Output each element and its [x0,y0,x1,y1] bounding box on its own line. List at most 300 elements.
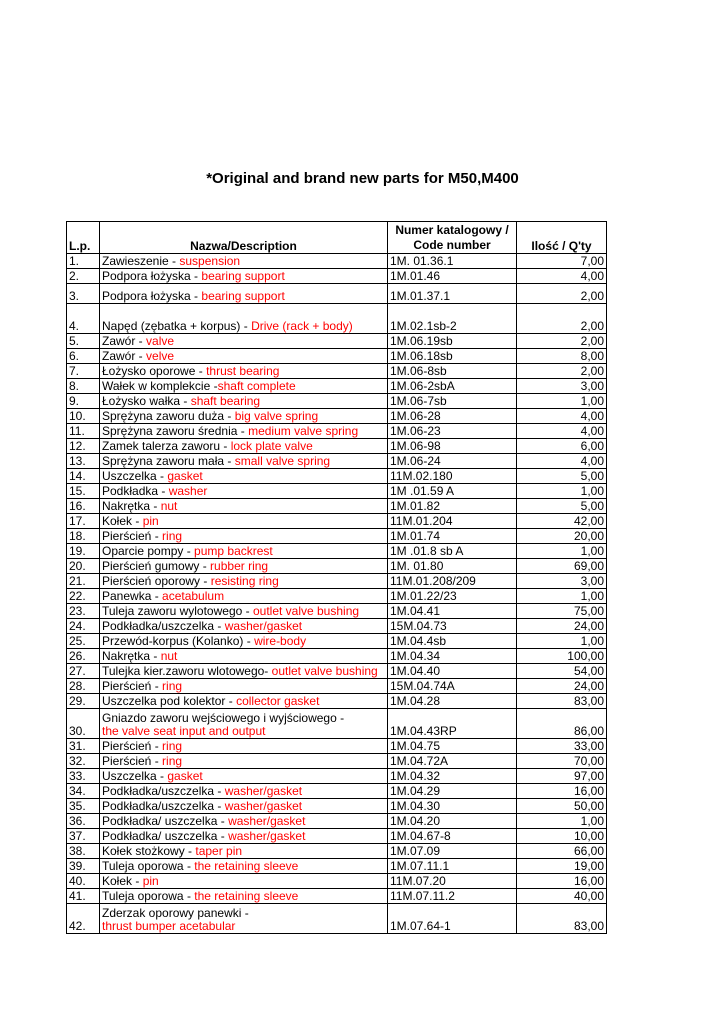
cell-description [100,814,388,829]
cell-lp: 29. [67,694,100,709]
description-english: nut [160,649,178,663]
description-polish: Uszczelka - [102,769,168,783]
description-english: shaft complete [217,379,296,393]
table-row [67,829,607,844]
description-polish: Pierścień - [102,529,163,543]
description-english: lock plate valve [230,439,313,453]
cell-quantity: 75,00 [517,604,607,619]
description-polish: Podkładka - [102,484,169,498]
description-english: the valve seat input and output [102,724,266,738]
description-polish: Napęd (zębatka + korpus) - [102,319,252,333]
description-polish: Podpora łożyska - [102,289,202,303]
description-polish: Tulejka kier.zaworu wlotowego- [102,664,272,678]
cell-description [100,769,388,784]
cell-description [100,469,388,484]
cell-code-number: 1M.04.67-8 [388,829,517,844]
table-row [67,544,607,559]
cell-code-number: 1M.02.1sb-2 [388,304,517,334]
description-polish: Podkładka/ uszczelka - [102,829,229,843]
description-english: shaft bearing [190,394,261,408]
cell-quantity: 1,00 [517,544,607,559]
table-row [67,799,607,814]
cell-lp: 42. [67,904,100,934]
cell-lp: 37. [67,829,100,844]
description-polish: Zawieszenie - [102,254,180,268]
header-description: Nazwa/Description [100,222,388,254]
description-english: acetabulum [162,589,225,603]
cell-lp: 5. [67,334,100,349]
cell-code-number: 1M.04.4sb [388,634,517,649]
description-english: Drive (rack + body) [251,319,353,333]
cell-lp: 16. [67,499,100,514]
table-body [67,254,607,934]
description-polish: Zderzak oporowy panewki - [102,906,249,920]
cell-code-number: 1M. 01.80 [388,559,517,574]
cell-description [100,269,388,284]
cell-code-number: 1M.01.46 [388,269,517,284]
cell-lp: 13. [67,454,100,469]
description-english: washer/gasket [228,829,306,843]
table-row [67,784,607,799]
cell-quantity: 5,00 [517,469,607,484]
cell-quantity: 100,00 [517,649,607,664]
description-english: ring [162,679,183,693]
cell-description [100,829,388,844]
cell-code-number: 1M.06-98 [388,439,517,454]
table-row [67,349,607,364]
cell-code-number: 1M.04.32 [388,769,517,784]
description-polish: Uszczelka pod kolektor - [102,694,237,708]
table-row [67,409,607,424]
cell-lp: 34. [67,784,100,799]
cell-description [100,589,388,604]
cell-code-number: 1M.04.20 [388,814,517,829]
cell-description [100,544,388,559]
cell-description [100,859,388,874]
cell-lp: 35. [67,799,100,814]
description-polish: Panewka - [102,589,163,603]
cell-description [100,799,388,814]
cell-code-number: 1M.07.64-1 [388,904,517,934]
cell-description [100,679,388,694]
cell-lp: 3. [67,284,100,304]
table-row [67,694,607,709]
table-row [67,844,607,859]
cell-code-number: 1M.07.09 [388,844,517,859]
table-row [67,424,607,439]
cell-lp: 7. [67,364,100,379]
cell-quantity: 42,00 [517,514,607,529]
parts-table [66,221,607,934]
cell-lp: 12. [67,439,100,454]
description-polish: Zawór - [102,334,147,348]
cell-quantity: 4,00 [517,269,607,284]
cell-lp: 33. [67,769,100,784]
cell-description [100,634,388,649]
table-row [67,559,607,574]
cell-quantity: 2,00 [517,284,607,304]
description-english: taper pin [195,844,243,858]
table-row [67,514,607,529]
cell-description [100,364,388,379]
description-english: outlet valve bushing [252,604,360,618]
cell-code-number: 15M.04.74A [388,679,517,694]
description-polish: Nakrętka - [102,649,161,663]
description-polish: Zamek talerza zaworu - [102,439,231,453]
description-english: valve [146,334,175,348]
cell-quantity: 1,00 [517,589,607,604]
cell-description [100,254,388,269]
description-english: collector gasket [236,694,320,708]
description-polish: Tuleja zaworu wylotowego - [102,604,253,618]
cell-code-number: 1M.04.34 [388,649,517,664]
table-row [67,269,607,284]
cell-description [100,484,388,499]
cell-quantity: 1,00 [517,634,607,649]
description-polish: Gniazdo zaworu wejściowego i wyjściowego - [102,711,345,725]
cell-quantity: 2,00 [517,334,607,349]
cell-code-number: 11M.07.20 [388,874,517,889]
table-header-row [67,222,607,254]
description-english: medium valve spring [248,424,359,438]
cell-lp: 23. [67,604,100,619]
cell-lp: 26. [67,649,100,664]
cell-lp: 39. [67,859,100,874]
cell-code-number: 1M.07.11.1 [388,859,517,874]
header-quantity: Ilość / Q'ty [517,222,607,254]
cell-code-number: 1M.06.19sb [388,334,517,349]
table-row [67,394,607,409]
cell-quantity: 50,00 [517,799,607,814]
cell-quantity: 66,00 [517,844,607,859]
description-polish: Podkładka/uszczelka - [102,799,225,813]
cell-lp: 36. [67,814,100,829]
cell-lp: 14. [67,469,100,484]
cell-lp: 40. [67,874,100,889]
cell-description [100,694,388,709]
cell-code-number: 1M.06-28 [388,409,517,424]
cell-quantity: 83,00 [517,694,607,709]
cell-quantity: 40,00 [517,889,607,904]
cell-code-number: 1M.04.40 [388,664,517,679]
description-english: suspension [179,254,241,268]
table-row [67,484,607,499]
header-code-line2: Code number [413,238,491,252]
description-english: big valve spring [234,409,319,423]
description-polish: Sprężyna zaworu średnia - [102,424,249,438]
description-english: washer/gasket [228,814,306,828]
cell-quantity: 16,00 [517,784,607,799]
cell-code-number: 1M.06-2sbA [388,379,517,394]
table-row [67,754,607,769]
cell-code-number: 15M.04.73 [388,619,517,634]
table-row [67,469,607,484]
cell-code-number: 1M.04.41 [388,604,517,619]
description-polish: Podpora łożyska - [102,269,202,283]
description-polish: Pierścień oporowy - [102,574,211,588]
cell-code-number: 1M. 01.36.1 [388,254,517,269]
table-row [67,589,607,604]
cell-description [100,424,388,439]
description-polish: Kołek - [102,874,143,888]
description-english: small valve spring [234,454,331,468]
cell-quantity: 4,00 [517,454,607,469]
cell-quantity: 8,00 [517,349,607,364]
description-polish: Tuleja oporowa - [102,889,195,903]
description-english: gasket [167,769,203,783]
cell-description [100,874,388,889]
cell-lp: 31. [67,739,100,754]
cell-quantity: 4,00 [517,409,607,424]
cell-lp: 1. [67,254,100,269]
cell-code-number: 11M.01.208/209 [388,574,517,589]
cell-lp: 4. [67,304,100,334]
cell-description [100,619,388,634]
cell-quantity: 10,00 [517,829,607,844]
description-english: pin [142,514,159,528]
header-lp: L.p. [67,222,100,254]
cell-quantity: 69,00 [517,559,607,574]
cell-quantity: 3,00 [517,379,607,394]
cell-description [100,334,388,349]
cell-code-number: 1M.04.28 [388,694,517,709]
table-row [67,739,607,754]
cell-lp: 25. [67,634,100,649]
cell-lp: 20. [67,559,100,574]
cell-quantity: 19,00 [517,859,607,874]
table-row [67,604,607,619]
table-row [67,379,607,394]
cell-description [100,649,388,664]
cell-description [100,904,388,934]
cell-description [100,574,388,589]
table-row [67,364,607,379]
table-row [67,769,607,784]
cell-lp: 38. [67,844,100,859]
table-row [67,304,607,334]
cell-code-number: 1M.04.29 [388,784,517,799]
cell-description [100,754,388,769]
description-english: rubber ring [210,559,269,573]
table-row [67,874,607,889]
cell-code-number: 1M.04.30 [388,799,517,814]
description-polish: Podkładka/ uszczelka - [102,814,229,828]
description-english: washer/gasket [224,799,303,813]
description-english: velve [146,349,175,363]
cell-quantity: 1,00 [517,814,607,829]
table-row [67,634,607,649]
description-english: bearing support [201,269,285,283]
cell-quantity: 2,00 [517,364,607,379]
description-polish: Pierścień gumowy - [102,559,211,573]
cell-code-number: 1M.01.37.1 [388,284,517,304]
description-english: ring [162,739,183,753]
cell-description [100,664,388,679]
description-english: ring [162,529,183,543]
cell-description [100,529,388,544]
description-english: washer/gasket [224,784,303,798]
cell-code-number: 1M.06-8sb [388,364,517,379]
description-polish: Kołek stożkowy - [102,844,196,858]
document-title: *Original and brand new parts for M50,M400 [206,170,519,187]
description-polish: Podkładka/uszczelka - [102,619,225,633]
cell-quantity: 70,00 [517,754,607,769]
cell-lp: 10. [67,409,100,424]
cell-lp: 41. [67,889,100,904]
cell-lp: 30. [67,709,100,739]
cell-lp: 27. [67,664,100,679]
cell-description [100,604,388,619]
table-row [67,904,607,934]
cell-lp: 11. [67,424,100,439]
cell-code-number: 1M .01.8 sb A [388,544,517,559]
cell-quantity: 86,00 [517,709,607,739]
cell-lp: 22. [67,589,100,604]
cell-description [100,304,388,334]
cell-lp: 6. [67,349,100,364]
cell-description [100,349,388,364]
cell-quantity: 1,00 [517,484,607,499]
description-polish: Pierścień - [102,679,163,693]
cell-quantity: 7,00 [517,254,607,269]
cell-description [100,559,388,574]
description-polish: Łożysko oporowe - [102,364,207,378]
header-code-number [388,222,517,254]
description-polish: Sprężyna zaworu duża - [102,409,235,423]
cell-code-number: 11M.02.180 [388,469,517,484]
description-polish: Przewód-korpus (Kolanko) - [102,634,255,648]
cell-lp: 15. [67,484,100,499]
description-polish: Zawór - [102,349,147,363]
cell-description [100,439,388,454]
description-english: the retaining sleeve [194,889,299,903]
cell-quantity: 24,00 [517,619,607,634]
description-english: wire-body [254,634,307,648]
cell-description [100,499,388,514]
cell-lp: 18. [67,529,100,544]
table-row [67,284,607,304]
table-row [67,664,607,679]
cell-code-number: 1M.01.22/23 [388,589,517,604]
cell-code-number: 1M.01.82 [388,499,517,514]
description-english: the retaining sleeve [194,859,299,873]
cell-quantity: 1,00 [517,394,607,409]
table-row [67,814,607,829]
cell-lp: 24. [67,619,100,634]
table-row [67,649,607,664]
cell-description [100,379,388,394]
cell-description [100,889,388,904]
cell-description [100,709,388,739]
cell-description [100,514,388,529]
description-polish: Oparcie pompy - [102,544,195,558]
cell-quantity: 16,00 [517,874,607,889]
cell-lp: 9. [67,394,100,409]
table-row [67,679,607,694]
description-english: outlet valve bushing [271,664,378,678]
cell-quantity: 6,00 [517,439,607,454]
description-polish: Pierścień - [102,739,163,753]
cell-code-number: 1M .01.59 A [388,484,517,499]
cell-code-number: 11M.07.11.2 [388,889,517,904]
cell-description [100,409,388,424]
cell-quantity: 33,00 [517,739,607,754]
description-english: washer [168,484,208,498]
description-english: pin [142,874,159,888]
description-english: pump backrest [194,544,273,558]
description-polish: Tuleja oporowa - [102,859,195,873]
cell-code-number: 1M.01.74 [388,529,517,544]
cell-quantity: 54,00 [517,664,607,679]
cell-code-number: 1M.04.43RP [388,709,517,739]
cell-quantity: 2,00 [517,304,607,334]
cell-description [100,739,388,754]
cell-description [100,844,388,859]
cell-lp: 32. [67,754,100,769]
cell-quantity: 3,00 [517,574,607,589]
cell-quantity: 97,00 [517,769,607,784]
table-row [67,574,607,589]
header-code-line1: Numer katalogowy / [395,223,509,237]
cell-lp: 19. [67,544,100,559]
table-row [67,254,607,269]
cell-quantity: 24,00 [517,679,607,694]
cell-quantity: 5,00 [517,499,607,514]
cell-description [100,454,388,469]
description-polish: Kołek - [102,514,143,528]
description-polish: Uszczelka - [102,469,168,483]
description-english: nut [160,499,178,513]
cell-lp: 8. [67,379,100,394]
cell-code-number: 1M.06.18sb [388,349,517,364]
table-row [67,709,607,739]
cell-code-number: 1M.06-23 [388,424,517,439]
cell-description [100,394,388,409]
cell-lp: 17. [67,514,100,529]
cell-lp: 21. [67,574,100,589]
cell-code-number: 1M.04.72A [388,754,517,769]
description-english: resisting ring [210,574,279,588]
description-polish: Podkładka/uszczelka - [102,784,225,798]
description-english: washer/gasket [224,619,303,633]
cell-quantity: 20,00 [517,529,607,544]
description-english: bearing support [201,289,285,303]
cell-description [100,784,388,799]
table-row [67,439,607,454]
cell-description [100,284,388,304]
description-polish: Nakrętka - [102,499,161,513]
table-row [67,859,607,874]
cell-quantity: 83,00 [517,904,607,934]
description-english: gasket [167,469,203,483]
cell-code-number: 1M.06-24 [388,454,517,469]
cell-quantity: 4,00 [517,424,607,439]
table-row [67,619,607,634]
description-polish: Sprężyna zaworu mała - [102,454,235,468]
cell-code-number: 1M.06-7sb [388,394,517,409]
description-polish: Wałek w komplekcie - [102,379,218,393]
table-row [67,334,607,349]
description-polish: Łożysko wałka - [102,394,191,408]
description-english: ring [162,754,183,768]
cell-code-number: 11M.01.204 [388,514,517,529]
description-english: thrust bumper acetabular [102,919,236,933]
cell-code-number: 1M.04.75 [388,739,517,754]
cell-lp: 28. [67,679,100,694]
cell-lp: 2. [67,269,100,284]
table-row [67,454,607,469]
table-row [67,499,607,514]
